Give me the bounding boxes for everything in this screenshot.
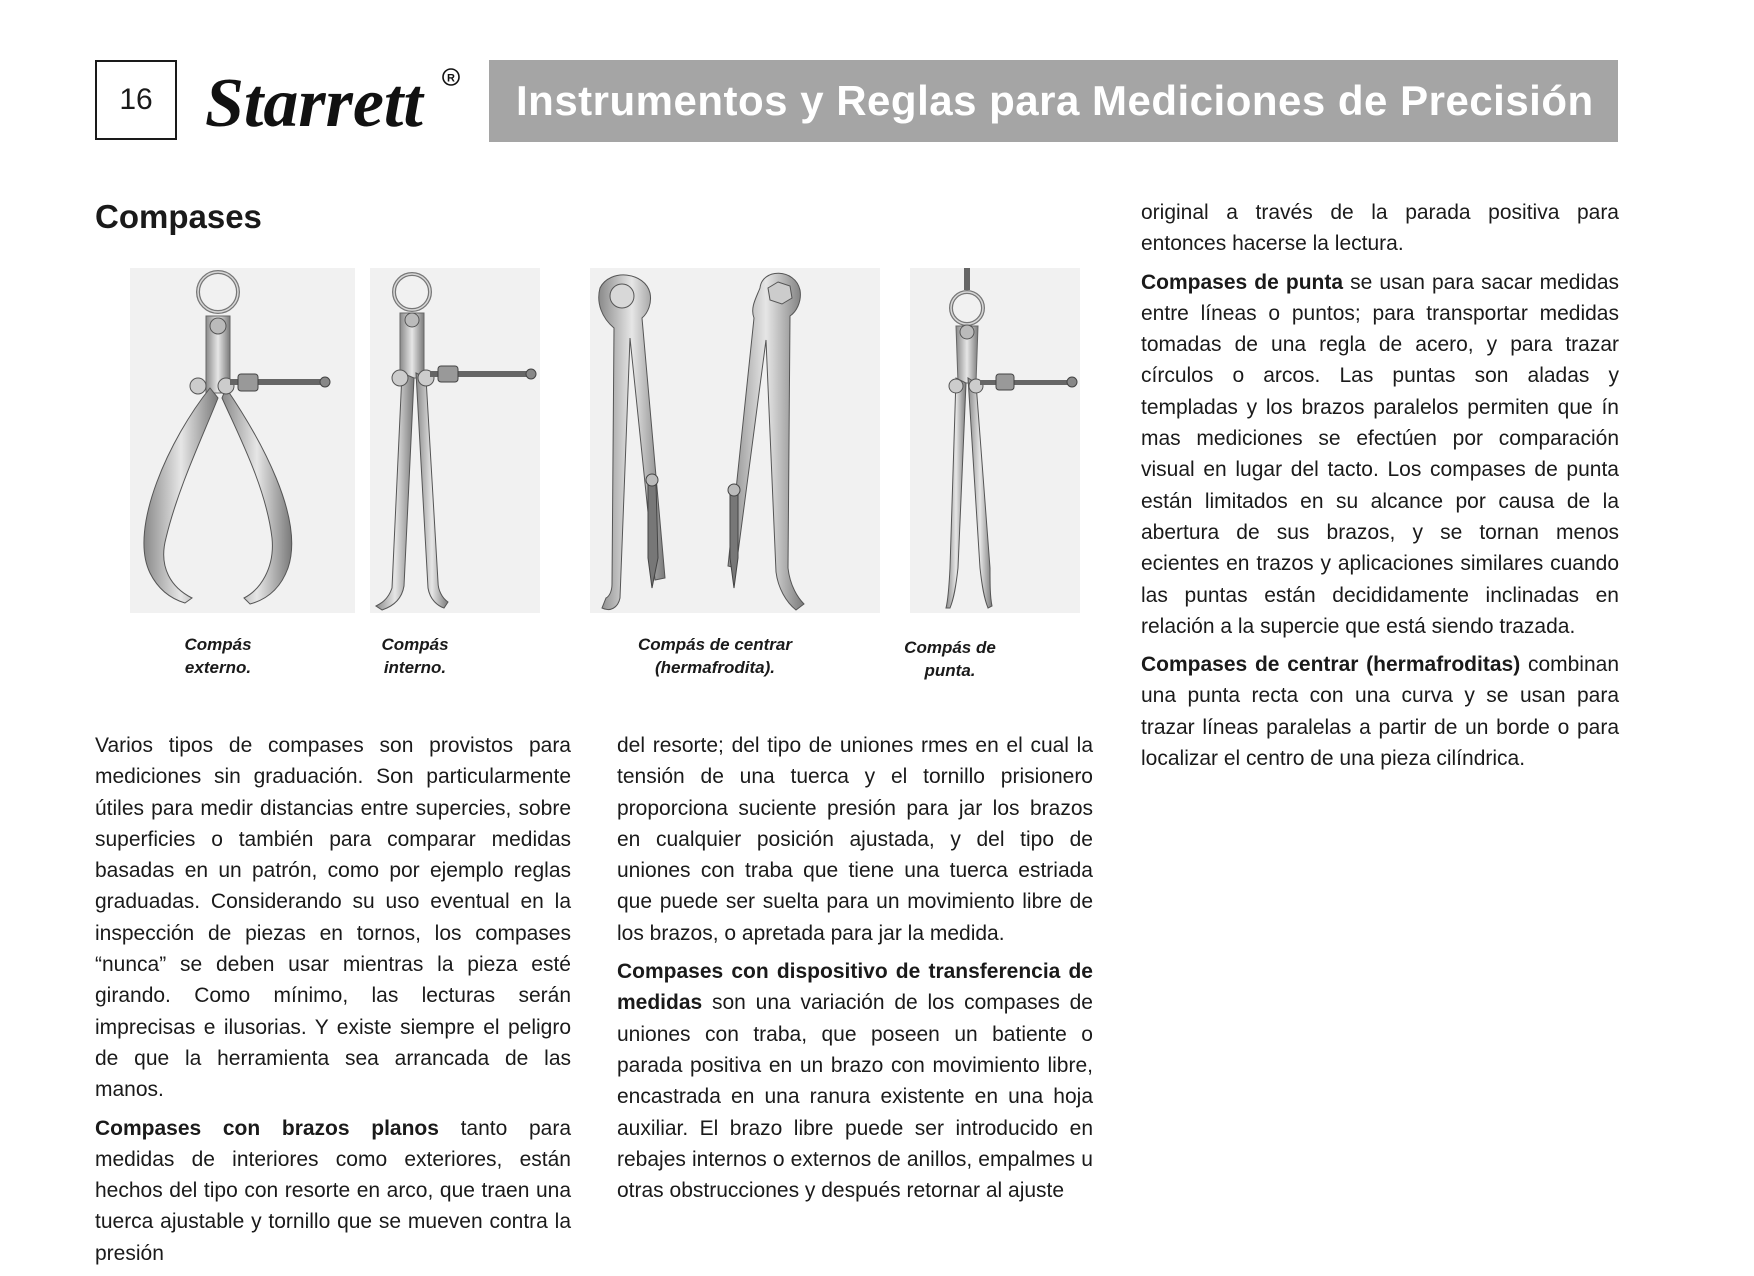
page-header-title: Instrumentos y Reglas para Mediciones de Precisión bbox=[516, 77, 1594, 124]
caption-divider bbox=[880, 636, 1020, 682]
caption-line: Compás bbox=[381, 635, 449, 654]
paragraph bbox=[617, 956, 1093, 1206]
paragraph bbox=[95, 1113, 571, 1269]
text-column-1 bbox=[95, 730, 571, 1276]
paragraph bbox=[95, 730, 571, 1106]
caption-line: (hermafrodita). bbox=[655, 658, 775, 677]
paragraph-text: del resorte; del tipo de uniones rmes en el cual la tensión de una tuerca y el tornillo prisionero proporciona suciente presión para jar los brazos en cualquier posición ajustada, y del tipo de uniones con traba que tiene una tuerca estriada que puede ser suelta para un movimiento libre de los brazos, o apretada para jar la medida. bbox=[617, 734, 1093, 945]
caption-outside-caliper bbox=[168, 633, 268, 679]
paragraph bbox=[1141, 197, 1619, 260]
caption-line: punta. bbox=[924, 661, 976, 680]
inside-caliper-illustration bbox=[370, 268, 540, 613]
text-column-3 bbox=[1141, 197, 1619, 781]
paragraph-text: combinan una punta recta con una curva y se usan para trazar líneas paralelas a partir de un borde o para localizar el centro de una pieza cilíndrica. bbox=[1141, 653, 1620, 771]
divider-illustration bbox=[910, 268, 1080, 613]
section-title: Compases bbox=[95, 198, 262, 235]
caption-line: Compás bbox=[184, 635, 252, 654]
paragraph-text: son una variación de los compases de uniones con traba, que poseen un batiente o parada positiva en un brazo con movimiento libre, encastrada en una ranura existente en una hoja auxiliar. El brazo libre puede ser introducido en rebajes internos o externos de anillos, empalmes u otras obstrucciones y después retornar al ajuste bbox=[617, 991, 1093, 1203]
paragraph-heading: Compases con dispositivo de transferencia de medidas bbox=[617, 960, 1093, 1015]
paragraph-text: se usan para sacar medidas entre líneas o puntos; para transportar medidas tomadas de una regla de acero, y para trazar círculos o arcos. Las puntas son aladas y templadas y los brazos paralelos permiten que ín mas mediciones se efectúen por comparación visual en lugar del tacto. Los compases de punta están limitados en su alcance por causa de la abertura de sus brazos, y se tornan menos ecientes en trazos y aplicaciones similares cuando las puntas están decididamente inclinadas en relación a la supercie que está siendo trazada. bbox=[1141, 270, 1619, 638]
text-column-2 bbox=[617, 730, 1093, 1213]
hermaphrodite-caliper-illustration bbox=[590, 268, 880, 613]
caption-hermaphrodite-caliper bbox=[615, 633, 815, 679]
outside-caliper-illustration bbox=[130, 268, 355, 613]
paragraph bbox=[1141, 649, 1619, 774]
header-title-bar bbox=[489, 60, 1618, 142]
caption-inside-caliper bbox=[365, 633, 465, 679]
caption-line: externo. bbox=[184, 658, 252, 677]
paragraph-text: Varios tipos de compases son provistos para mediciones sin graduación. Son particularmente útiles para medir distancias entre supercies, sobre superficies o también para comparar medidas basadas en un patrón, como por ejemplo reglas graduadas. Considerando su uso eventual en la inspección de piezas en tornos, los compases “nunca” se deben usar mientras la pieza esté girando. Como mínimo, las lecturas serán imprecisas e ilusorias. Y existe siempre el peligro de que la herramienta sea arrancada de las manos. bbox=[95, 734, 571, 1102]
page-number-text: 16 bbox=[119, 83, 153, 116]
caption-line: Compás de bbox=[904, 638, 996, 657]
page-number bbox=[95, 60, 177, 140]
paragraph-text: original a través de la parada positiva para entonces hacerse la lectura. bbox=[1141, 201, 1619, 256]
paragraph bbox=[617, 730, 1093, 949]
logo-wordmark: Starrett bbox=[205, 65, 423, 140]
starrett-logo-graphic bbox=[205, 60, 465, 140]
paragraph-heading: Compases de punta bbox=[1141, 270, 1344, 294]
caption-line: Compás de centrar bbox=[638, 635, 792, 654]
paragraph-heading: Compases con brazos planos bbox=[95, 1116, 439, 1140]
starrett-logo bbox=[205, 60, 465, 140]
calipers-figure bbox=[130, 268, 1080, 613]
svg-text:R: R bbox=[447, 72, 455, 85]
caption-line: interno. bbox=[383, 658, 447, 677]
paragraph-heading: Compases de centrar (hermafroditas) bbox=[1141, 653, 1521, 677]
paragraph bbox=[1141, 267, 1619, 643]
paragraph-text: tanto para medidas de interiores como exteriores, están hechos del tipo con resorte en arco, que traen una tuerca ajustable y tornillo que se mueven contra la presión bbox=[95, 1116, 571, 1265]
